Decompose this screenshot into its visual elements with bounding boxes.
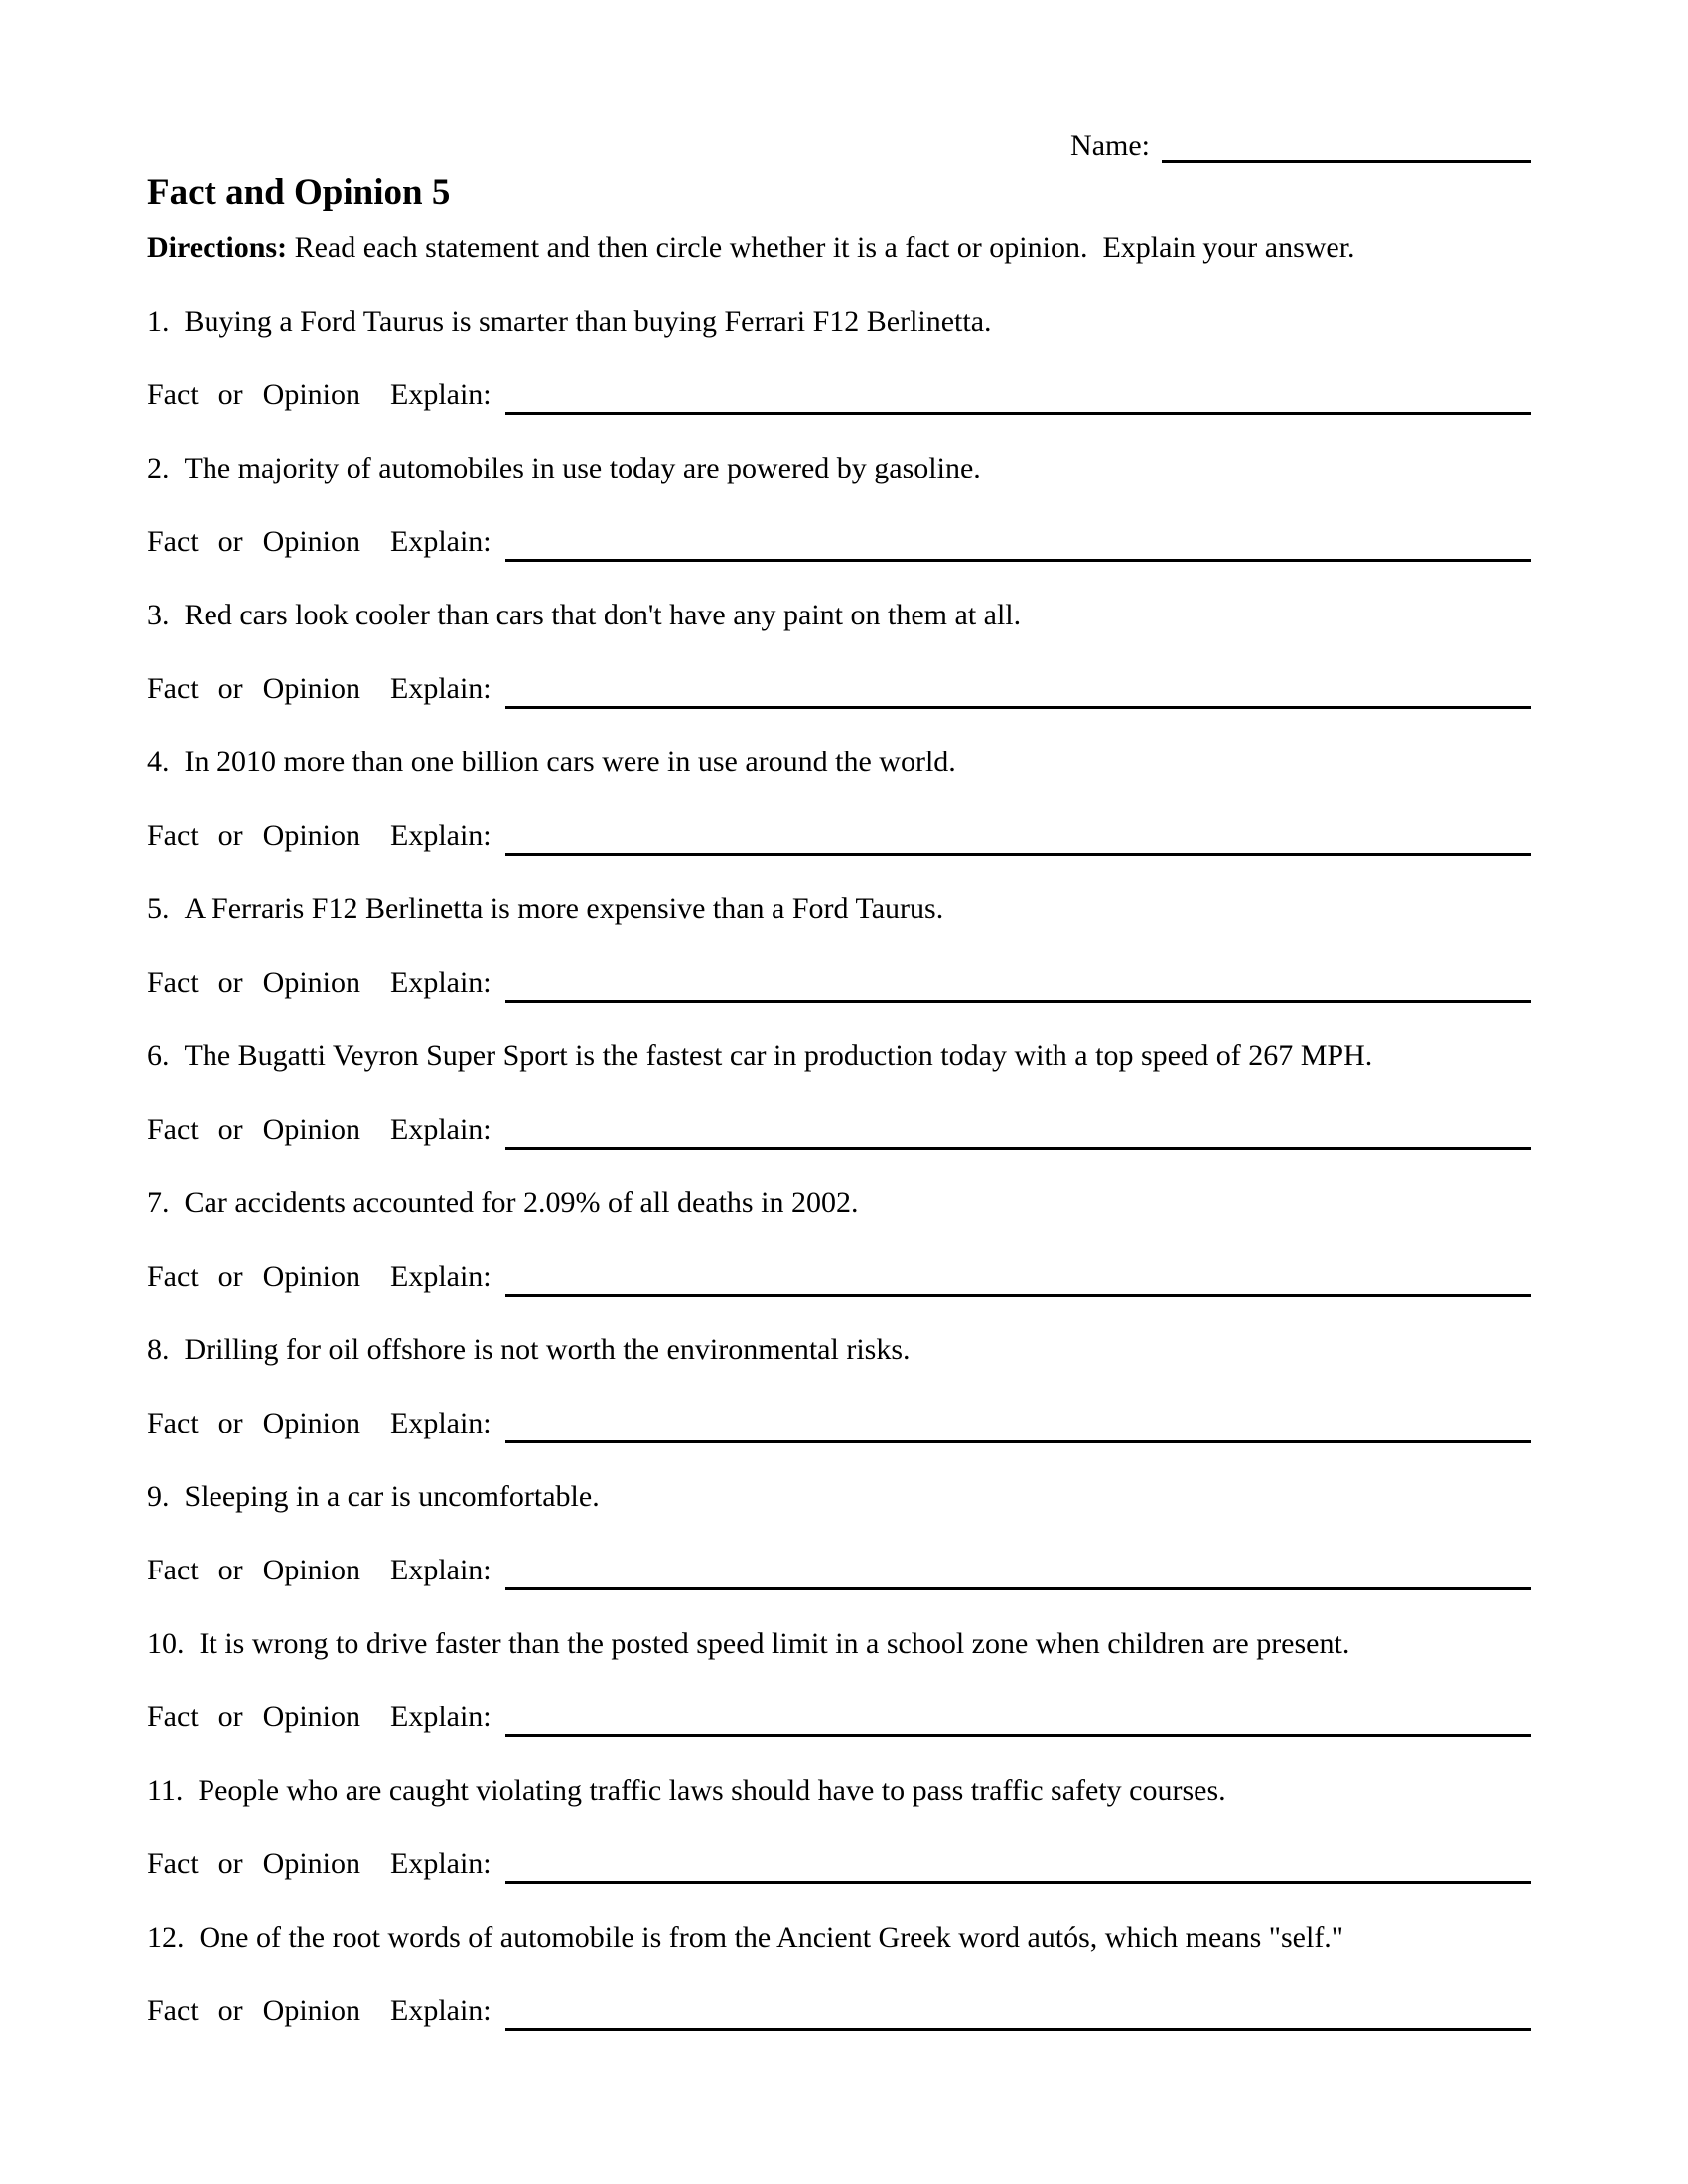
worksheet-item (147, 1183, 1531, 1297)
explain-blank-line[interactable] (505, 1997, 1531, 2031)
item-statement (147, 1477, 1531, 1517)
fact-choice[interactable]: Fact (147, 1701, 199, 1733)
item-statement-text: Buying a Ford Taurus is smarter than buying Ferrari F12 Berlinetta. (184, 305, 992, 338)
item-statement (147, 1771, 1531, 1811)
item-number: 7. (147, 1186, 170, 1219)
explain-label: Explain: (390, 1994, 492, 2027)
directions (147, 228, 1531, 268)
item-number: 10. (147, 1627, 185, 1660)
opinion-choice[interactable]: Opinion (262, 819, 360, 852)
item-statement-text: Red cars look cooler than cars that don't have any paint on them at all. (184, 599, 1022, 631)
explain-label: Explain: (390, 525, 492, 558)
item-answer-row (147, 963, 1531, 1003)
name-blank-line[interactable] (1162, 129, 1531, 163)
explain-blank-line[interactable] (505, 1263, 1531, 1297)
fact-choice[interactable]: Fact (147, 672, 199, 705)
opinion-choice[interactable]: Opinion (262, 672, 360, 705)
item-statement (147, 889, 1531, 929)
directions-text: Read each statement and then circle whether it is a fact or opinion. Explain your answer. (287, 231, 1355, 264)
or-label: or (217, 1260, 243, 1293)
or-label: or (217, 1554, 243, 1586)
item-answer-row (147, 522, 1531, 562)
item-answer-row (147, 1110, 1531, 1150)
item-number: 3. (147, 599, 170, 631)
worksheet-item (147, 1624, 1531, 1737)
item-statement (147, 1183, 1531, 1223)
fact-choice[interactable]: Fact (147, 1554, 199, 1586)
item-statement-text: One of the root words of automobile is from the Ancient Greek word autós, which means "self." (199, 1921, 1344, 1954)
worksheet-item (147, 1477, 1531, 1590)
item-statement-text: Drilling for oil offshore is not worth the environmental risks. (184, 1333, 911, 1366)
item-statement-text: The Bugatti Veyron Super Sport is the fastest car in production today with a top speed of 267 MPH. (184, 1039, 1373, 1072)
item-statement-text: Sleeping in a car is uncomfortable. (184, 1480, 600, 1513)
explain-label: Explain: (390, 672, 492, 705)
item-answer-row (147, 816, 1531, 856)
or-label: or (217, 1994, 243, 2027)
item-number: 9. (147, 1480, 170, 1513)
fact-choice[interactable]: Fact (147, 1407, 199, 1439)
item-statement (147, 449, 1531, 488)
item-statement-text: In 2010 more than one billion cars were in use around the world. (184, 746, 956, 778)
opinion-choice[interactable]: Opinion (262, 1260, 360, 1293)
items-list (147, 302, 1531, 2031)
opinion-choice[interactable]: Opinion (262, 1847, 360, 1880)
explain-label: Explain: (390, 1554, 492, 1586)
explain-blank-line[interactable] (505, 1850, 1531, 1884)
item-number: 5. (147, 892, 170, 925)
explain-label: Explain: (390, 1260, 492, 1293)
explain-blank-line[interactable] (505, 822, 1531, 856)
or-label: or (217, 1407, 243, 1439)
item-number: 2. (147, 452, 170, 484)
worksheet-item (147, 596, 1531, 709)
item-answer-row (147, 1257, 1531, 1297)
item-number: 4. (147, 746, 170, 778)
opinion-choice[interactable]: Opinion (262, 378, 360, 411)
name-row (147, 129, 1531, 163)
fact-choice[interactable]: Fact (147, 378, 199, 411)
item-answer-row (147, 669, 1531, 709)
or-label: or (217, 378, 243, 411)
opinion-choice[interactable]: Opinion (262, 966, 360, 999)
or-label: or (217, 1113, 243, 1146)
fact-choice[interactable]: Fact (147, 819, 199, 852)
or-label: or (217, 1701, 243, 1733)
fact-choice[interactable]: Fact (147, 1113, 199, 1146)
explain-label: Explain: (390, 1847, 492, 1880)
worksheet-item (147, 1918, 1531, 2031)
item-statement-text: Car accidents accounted for 2.09% of all deaths in 2002. (184, 1186, 859, 1219)
worksheet-item (147, 889, 1531, 1003)
or-label: or (217, 1847, 243, 1880)
opinion-choice[interactable]: Opinion (262, 1994, 360, 2027)
item-statement-text: It is wrong to drive faster than the posted speed limit in a school zone when children are present. (199, 1627, 1350, 1660)
explain-label: Explain: (390, 1701, 492, 1733)
opinion-choice[interactable]: Opinion (262, 525, 360, 558)
page-title: Fact and Opinion 5 (147, 172, 451, 212)
explain-label: Explain: (390, 819, 492, 852)
opinion-choice[interactable]: Opinion (262, 1701, 360, 1733)
explain-blank-line[interactable] (505, 1557, 1531, 1590)
item-number: 12. (147, 1921, 185, 1954)
item-answer-row (147, 1698, 1531, 1737)
item-statement (147, 302, 1531, 341)
worksheet-item (147, 302, 1531, 415)
explain-blank-line[interactable] (505, 969, 1531, 1003)
item-answer-row (147, 1991, 1531, 2031)
fact-choice[interactable]: Fact (147, 1847, 199, 1880)
explain-blank-line[interactable] (505, 1410, 1531, 1443)
worksheet-item (147, 743, 1531, 856)
worksheet-item (147, 1330, 1531, 1443)
opinion-choice[interactable]: Opinion (262, 1113, 360, 1146)
item-answer-row (147, 375, 1531, 415)
item-statement (147, 1918, 1531, 1958)
fact-choice[interactable]: Fact (147, 1994, 199, 2027)
opinion-choice[interactable]: Opinion (262, 1407, 360, 1439)
item-statement-text: People who are caught violating traffic laws should have to pass traffic safety courses. (198, 1774, 1226, 1807)
item-statement (147, 596, 1531, 635)
or-label: or (217, 819, 243, 852)
opinion-choice[interactable]: Opinion (262, 1554, 360, 1586)
explain-label: Explain: (390, 378, 492, 411)
explain-blank-line[interactable] (505, 381, 1531, 415)
or-label: or (217, 966, 243, 999)
item-answer-row (147, 1551, 1531, 1590)
item-statement-text: A Ferraris F12 Berlinetta is more expensive than a Ford Taurus. (184, 892, 944, 925)
explain-blank-line[interactable] (505, 1116, 1531, 1150)
worksheet-item (147, 449, 1531, 562)
directions-label: Directions: (147, 231, 288, 264)
explain-label: Explain: (390, 1407, 492, 1439)
item-number: 11. (147, 1774, 184, 1807)
item-number: 1. (147, 305, 170, 338)
explain-blank-line[interactable] (505, 675, 1531, 709)
item-statement (147, 1624, 1531, 1664)
worksheet-item (147, 1771, 1531, 1884)
item-number: 6. (147, 1039, 170, 1072)
item-statement (147, 1036, 1531, 1076)
fact-choice[interactable]: Fact (147, 966, 199, 999)
item-answer-row (147, 1844, 1531, 1884)
item-statement (147, 1330, 1531, 1370)
item-number: 8. (147, 1333, 170, 1366)
explain-label: Explain: (390, 966, 492, 999)
item-statement (147, 743, 1531, 782)
or-label: or (217, 672, 243, 705)
explain-label: Explain: (390, 1113, 492, 1146)
item-answer-row (147, 1404, 1531, 1443)
or-label: or (217, 525, 243, 558)
explain-blank-line[interactable] (505, 528, 1531, 562)
name-label: Name: (1070, 129, 1150, 162)
fact-choice[interactable]: Fact (147, 525, 199, 558)
explain-blank-line[interactable] (505, 1704, 1531, 1737)
fact-choice[interactable]: Fact (147, 1260, 199, 1293)
item-statement-text: The majority of automobiles in use today are powered by gasoline. (184, 452, 981, 484)
worksheet-item (147, 1036, 1531, 1150)
